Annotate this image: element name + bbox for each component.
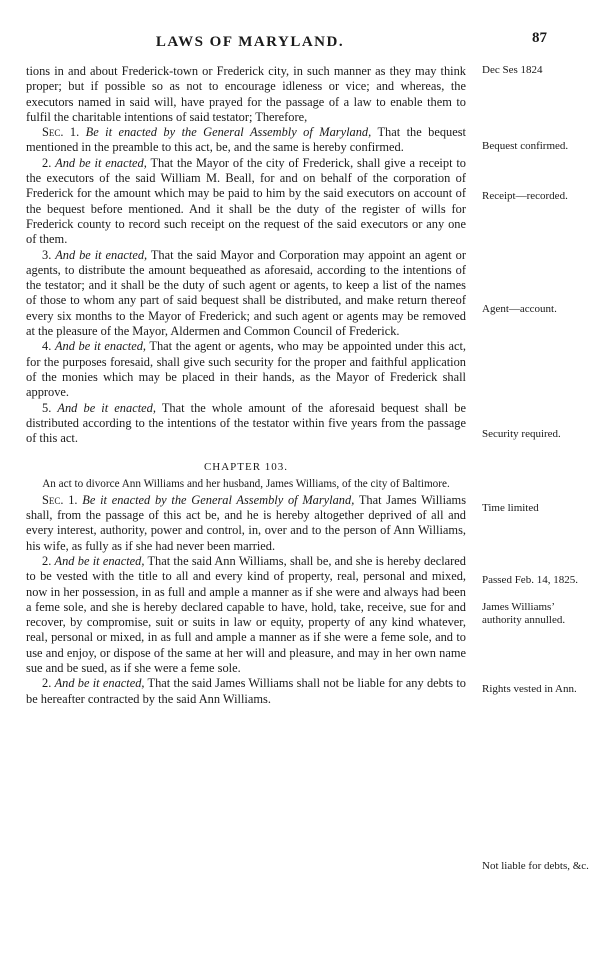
margin-note-security: Security required.: [482, 428, 561, 440]
section-text: That the said Ann Williams, shall be, and she is hereby declared to be vested with the title to all and every kind of property, real, personal and mixed, now in her possession, in as full and ample a manner as if she were and always had been a feme sole, and she is hereby declared capable to have, hold, take, receive, sue for and recover, by compromise, suit or suits in law or equity, property of any kind whatever, real, personal or mixed, in as full and ample a manner as if she were a feme sole, and to use and enjoy, or dispose of the same at her will and pleasure, and may in her own name sue and be sued, as if she were a feme sole.: [26, 553, 466, 675]
enacting-clause: And be it enacted,: [54, 676, 145, 691]
section-lead: Sec. 1.: [42, 125, 80, 140]
section-1: [26, 125, 466, 156]
section-3: [26, 248, 466, 340]
chapter-section-1: [26, 493, 466, 554]
enacting-clause: And be it enacted,: [55, 247, 148, 262]
enacting-clause: And be it enacted,: [54, 339, 146, 354]
enacting-clause: Be it enacted by the General Assembly of Maryland,: [82, 492, 355, 507]
margin-note-receipt: Receipt—recorded.: [482, 190, 568, 202]
section-text: That the bequest mentioned in the preamble to this act, be, and the same is hereby confirmed.: [26, 125, 466, 155]
section-text: That the Mayor of the city of Frederick, shall give a receipt to the executors of the said William M. Beall, for and on behalf of the corporation of Frederick for the amount which may be paid to him by the said executors on account of the bequest before mentioned. And it shall be the duty of the register of wills for Frederick county to record such receipt on the request of the said executors or any one of them.: [26, 155, 466, 247]
section-lead: 2.: [42, 155, 52, 170]
enacting-clause: And be it enacted,: [55, 155, 147, 170]
section-lead: 3.: [42, 247, 52, 262]
margin-note-bequest: Bequest confirmed.: [482, 140, 569, 152]
section-lead: 2.: [42, 553, 52, 568]
chapter-section-2: [26, 554, 466, 676]
section-2: [26, 156, 466, 248]
chapter-heading: CHAPTER 103.: [203, 461, 289, 474]
margin-note-rights-vested: Rights vested in Ann.: [482, 683, 577, 695]
section-lead: 4.: [42, 339, 52, 354]
page-number: 87: [532, 30, 547, 46]
section-lead: 2.: [42, 676, 52, 691]
section-text: That the agent or agents, who may be appointed under this act, for the purposes foresaid, shall give such security for the proper and faithful application of the monies which may be placed in their hands, as the Mayor of Frederick shall approve.: [26, 339, 466, 400]
margin-note-time-limited: Time limited: [482, 502, 539, 514]
section-text: That the said Mayor and Corporation may appoint an agent or agents, to distribute the amount bequeathed as aforesaid, according to the intentions of the testator; and it shall be the duty of such agent or agents, to keep a list of the names of those to whom any part of said bequest shall be distributed, and make return thereof every six months to the Mayor of Frederick; and such agent or agents may be removed at the pleasure of the Mayor, Aldermen and Common Council of Frederick.: [26, 247, 466, 339]
enacting-clause: Be it enacted by the General Assembly of Maryland,: [85, 125, 372, 140]
margin-note-agent: Agent—account.: [482, 303, 557, 315]
section-4: [26, 339, 466, 400]
enacting-clause: And be it enacted,: [57, 400, 156, 415]
margin-note-session-date: Dec Ses 1824: [482, 64, 543, 76]
margin-note-annulled: James Williams’ authority annulled.: [482, 601, 566, 626]
enacting-clause: And be it enacted,: [54, 553, 145, 568]
section-text: That the whole amount of the aforesaid bequest shall be distributed according to the intentions of the testator within five years from the passage of this act.: [26, 400, 466, 446]
running-header: LAWS OF MARYLAND.: [155, 34, 345, 50]
margin-note-not-liable: Not liable for debts, &c.: [482, 860, 589, 872]
chapter-section-3: [26, 676, 466, 707]
section-text: That the said James Williams shall not be liable for any debts to be hereafter contracted by the said Ann Williams.: [26, 676, 466, 706]
section-5: [26, 401, 466, 447]
section-lead: Sec. 1.: [42, 492, 78, 507]
section-text: That James Williams shall, from the passage of this act be, and he is hereby altogether deprived of all and every interest, authority, power and control, in, over and to the person of Ann Williams, his wife, as fully as if she had never been married.: [26, 492, 467, 553]
preamble-continuation: tions in and about Frederick-town or Frederick city, in such manner as they may think proper; but if possible so as not to encourage idleness or vice; and whereas, the executors named in said will, have prayed for the passage of a law to enable them to fulfil the charitable intentions of said testator; Therefore,: [26, 64, 466, 124]
main-text: [26, 64, 466, 707]
section-lead: 5.: [42, 400, 52, 415]
margin-note-passed: Passed Feb. 14, 1825.: [482, 574, 578, 586]
chapter-title: An act to divorce Ann Williams and her husband, James Williams, of the city of Baltimore.: [42, 477, 450, 490]
